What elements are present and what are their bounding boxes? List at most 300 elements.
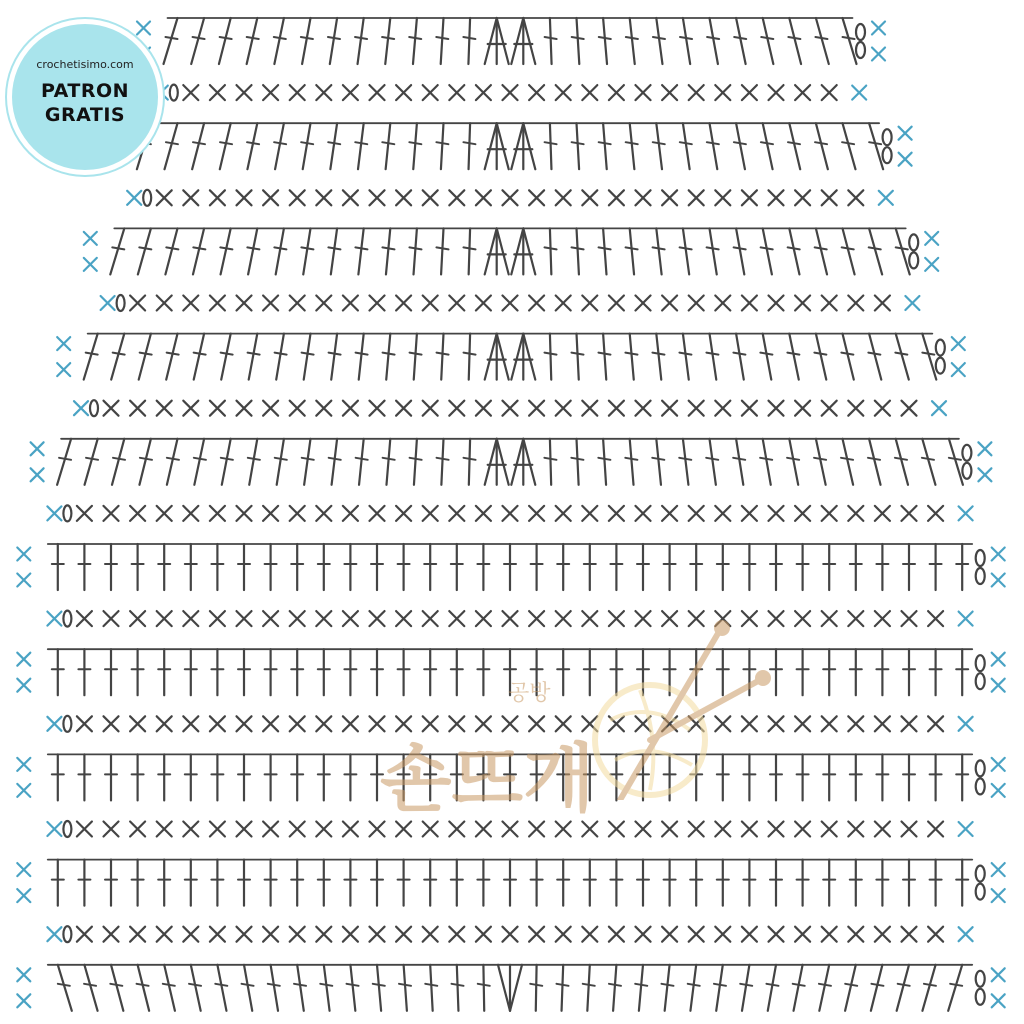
double-crochet-t [679,439,691,485]
double-crochet-t [572,228,584,274]
double-crochet-t [478,965,490,1011]
single-crochet-x [582,401,597,416]
chart-row [137,18,885,64]
double-crochet-t [733,439,745,485]
double-crochet-t [328,123,340,169]
double-crochet-t [463,123,475,169]
double-crochet-t [139,439,152,485]
double-crochet-t [191,18,204,64]
single-crochet-x [822,822,837,837]
single-crochet-x [183,927,198,942]
double-crochet-t [477,649,489,695]
double-crochet-t [664,544,676,590]
single-crochet-x [503,611,518,626]
double-crochet-t [734,123,746,169]
single-crochet-x [715,401,730,416]
double-crochet-t [948,965,962,1011]
single-crochet-x [423,716,438,731]
double-crochet-t [949,439,963,485]
single-crochet-x [902,822,917,837]
single-crochet-x [476,296,491,311]
double-crochet-t [787,334,799,380]
double-crochet-t [680,18,692,64]
double-crochet-t [132,754,144,800]
double-crochet-t [690,544,702,590]
double-crochet-t [166,334,178,380]
single-crochet-x [902,611,917,626]
single-crochet-x [210,190,225,205]
double-crochet-t [850,860,862,906]
single-crochet-x [104,506,119,521]
double-crochet-t [139,334,152,380]
double-crochet-t [868,334,881,380]
double-crochet-t [371,649,383,695]
double-crochet-t [956,860,968,906]
double-crochet-t [850,754,862,800]
turn-stitch-x [992,784,1005,797]
double-crochet-t [211,860,223,906]
double-crochet-t [248,334,260,380]
double-crochet-t [78,544,90,590]
double-crochet-t [409,123,421,169]
single-crochet-x [609,506,624,521]
double-crochet-t [344,754,356,800]
double-crochet-t [823,860,835,906]
double-crochet-t [876,649,888,695]
turn-stitch-x [47,717,61,731]
double-crochet-t [52,544,64,590]
single-crochet-x [556,716,571,731]
double-crochet-t [158,544,170,590]
double-crochet-t [761,18,773,64]
double-crochet-t [242,965,254,1011]
double-crochet-t [717,544,729,590]
single-crochet-x [742,506,757,521]
double-crochet-t [165,228,178,274]
single-crochet-x [609,190,624,205]
double-crochet-t [320,965,332,1011]
double-crochet-t [158,860,170,906]
double-crochet-t [437,334,449,380]
single-crochet-x [104,401,119,416]
double-crochet-t [788,228,800,274]
decrease-symbol [511,334,535,380]
double-crochet-t [185,754,197,800]
single-crochet-x [104,611,119,626]
single-crochet-x [875,716,890,731]
double-crochet-t [869,123,883,169]
double-crochet-t [743,649,755,695]
turn-stitch-x [31,468,44,481]
single-crochet-x [423,927,438,942]
double-crochet-t [247,18,259,64]
single-crochet-x [210,401,225,416]
double-crochet-t [584,754,596,800]
double-crochet-t [652,439,664,485]
single-crochet-x [582,611,597,626]
double-crochet-t [922,334,936,380]
single-crochet-x [157,506,172,521]
single-crochet-x [848,401,863,416]
turn-stitch-x [57,337,70,350]
single-crochet-x [636,85,651,100]
single-crochet-x [742,611,757,626]
single-crochet-x [822,506,837,521]
double-crochet-t [373,965,385,1011]
single-crochet-x [795,401,810,416]
turn-stitch-x [47,927,61,941]
double-crochet-t [930,544,942,590]
single-crochet-x [370,822,385,837]
double-crochet-t [819,965,831,1011]
single-crochet-x [582,190,597,205]
double-crochet-t [842,123,855,169]
turn-stitch-x [992,679,1005,692]
turn-stitch-x [959,506,973,520]
double-crochet-t [707,123,719,169]
single-crochet-x [449,506,464,521]
chart-row [57,334,965,380]
single-crochet-x [396,506,411,521]
single-crochet-x [370,85,385,100]
watermark-sub-text: 공방 [508,681,551,706]
single-crochet-x [769,296,784,311]
single-crochet-x [848,822,863,837]
single-crochet-x [529,190,544,205]
double-crochet-t [531,860,543,906]
single-crochet-x [343,85,358,100]
single-crochet-x [503,822,518,837]
double-crochet-t [477,754,489,800]
single-crochet-x [476,716,491,731]
turn-stitch-x [17,784,30,797]
turn-stitch-x [959,717,973,731]
double-crochet-t [814,439,826,485]
single-crochet-x [290,927,305,942]
single-crochet-x [503,296,518,311]
single-crochet-x [210,85,225,100]
double-crochet-t [301,123,313,169]
single-crochet-x [210,822,225,837]
double-crochet-t [344,544,356,590]
turn-stitch-x [905,296,919,310]
single-crochet-x [290,296,305,311]
single-crochet-x [715,506,730,521]
double-crochet-t [268,965,280,1011]
double-crochet-t [545,18,557,64]
double-crochet-t [625,439,637,485]
turn-stitch-x [17,889,30,902]
single-crochet-x [742,716,757,731]
double-crochet-t [211,649,223,695]
double-crochet-t [356,334,368,380]
single-crochet-x [529,506,544,521]
single-crochet-x [183,822,198,837]
single-crochet-x [928,927,943,942]
single-crochet-x [449,401,464,416]
double-crochet-t [137,965,150,1011]
badge-title-line1: PATRON [40,79,130,102]
double-crochet-t [869,228,882,274]
double-crochet-t [318,754,330,800]
single-crochet-x [210,296,225,311]
double-crochet-t [556,965,568,1011]
double-crochet-t [903,544,915,590]
double-crochet-t [545,228,557,274]
single-crochet-x [689,296,704,311]
decrease-symbol [485,18,509,64]
single-crochet-x [396,296,411,311]
single-crochet-x [130,506,145,521]
single-crochet-x [582,822,597,837]
single-crochet-x [636,716,651,731]
single-crochet-x [822,716,837,731]
single-crochet-x [609,401,624,416]
double-crochet-t [451,649,463,695]
single-crochet-x [210,927,225,942]
double-crochet-t [398,544,410,590]
turn-stitch-x [17,758,30,771]
single-crochet-x [875,401,890,416]
single-crochet-x [928,716,943,731]
single-crochet-x [290,822,305,837]
double-crochet-t [356,439,368,485]
double-crochet-t [868,439,881,485]
turn-stitch-x [925,232,938,245]
double-crochet-t [707,228,719,274]
double-crochet-t [956,754,968,800]
turn-stitch-x [47,822,61,836]
single-crochet-x [582,716,597,731]
double-crochet-t [815,18,828,64]
single-crochet-x [636,927,651,942]
double-crochet-t [557,754,569,800]
single-crochet-x [449,296,464,311]
single-crochet-x [210,716,225,731]
single-crochet-x [529,611,544,626]
double-crochet-t [610,860,622,906]
single-crochet-x [423,401,438,416]
turn-stitch-x [17,574,30,587]
single-crochet-x [77,927,92,942]
double-crochet-t [291,649,303,695]
single-crochet-x [662,296,677,311]
double-crochet-t [584,649,596,695]
single-crochet-x [769,85,784,100]
single-crochet-x [769,611,784,626]
turn-stitch-x [992,994,1005,1007]
double-crochet-t [626,123,638,169]
double-crochet-t [220,123,232,169]
double-crochet-t [58,965,72,1011]
single-crochet-x [343,296,358,311]
single-crochet-x [529,401,544,416]
single-crochet-x [503,506,518,521]
single-crochet-x [609,296,624,311]
double-crochet-t [424,649,436,695]
turn-stitch-x [978,442,991,455]
double-crochet-t [544,439,556,485]
single-crochet-x [529,85,544,100]
single-crochet-x [875,296,890,311]
double-crochet-t [221,334,233,380]
turn-stitch-x [959,612,973,626]
chart-row [17,965,1004,1011]
double-crochet-t [189,965,201,1011]
turn-stitch-x [872,48,885,61]
chart-row [101,295,920,311]
double-crochet-t [302,439,314,485]
decrease-symbol [485,123,509,169]
single-crochet-x [130,927,145,942]
single-crochet-x [290,401,305,416]
single-crochet-x [848,927,863,942]
double-crochet-t [451,754,463,800]
double-crochet-t [371,544,383,590]
single-crochet-x [263,296,278,311]
double-crochet-t [787,439,799,485]
decrease-symbol [485,334,509,380]
double-crochet-t [371,860,383,906]
turn-stitch-x [952,363,965,376]
single-crochet-x [237,822,252,837]
decrease-symbol [511,123,535,169]
single-crochet-x [582,927,597,942]
single-crochet-x [343,401,358,416]
single-crochet-x [609,716,624,731]
double-crochet-t [247,123,259,169]
double-crochet-t [57,439,71,485]
single-crochet-x [795,85,810,100]
double-crochet-t [436,18,448,64]
single-crochet-x [662,401,677,416]
double-crochet-t [610,754,622,800]
double-crochet-t [436,123,448,169]
single-crochet-x [370,611,385,626]
single-crochet-x [370,927,385,942]
chart-row [17,860,1004,906]
double-crochet-t [164,18,178,64]
double-crochet-t [815,228,827,274]
double-crochet-t [823,754,835,800]
double-crochet-t [876,860,888,906]
single-crochet-x [263,506,278,521]
double-crochet-t [138,228,151,274]
single-crochet-x [237,611,252,626]
double-crochet-t [793,965,805,1011]
double-crochet-t [504,544,516,590]
double-crochet-t [219,18,232,64]
single-crochet-x [157,611,172,626]
double-crochet-t [903,649,915,695]
single-crochet-x [902,506,917,521]
double-crochet-t [382,123,394,169]
turn-stitch-x [17,863,30,876]
double-crochet-t [265,649,277,695]
single-crochet-x [370,506,385,521]
double-crochet-t [584,544,596,590]
double-crochet-t [626,18,638,64]
single-crochet-x [130,296,145,311]
chart-row [47,505,972,521]
single-crochet-x [370,401,385,416]
double-crochet-t [424,544,436,590]
single-crochet-x [689,716,704,731]
double-crochet-t [318,649,330,695]
single-crochet-x [848,506,863,521]
single-crochet-x [263,401,278,416]
double-crochet-t [664,860,676,906]
single-crochet-x [263,190,278,205]
increase-symbol [498,965,522,1011]
single-crochet-x [822,611,837,626]
double-crochet-t [679,334,691,380]
single-crochet-x [503,401,518,416]
double-crochet-t [84,334,98,380]
double-crochet-t [903,754,915,800]
watermark-brand-text: 손뜨개 [380,736,595,822]
single-crochet-x [263,85,278,100]
double-crochet-t [318,544,330,590]
turn-stitch-x [992,968,1005,981]
turn-stitch-x [992,653,1005,666]
single-crochet-x [689,190,704,205]
double-crochet-t [599,18,611,64]
double-crochet-t [452,965,464,1011]
single-crochet-x [769,716,784,731]
single-crochet-x [476,85,491,100]
double-crochet-t [815,123,828,169]
turn-stitch-x [925,258,938,271]
single-crochet-x [316,401,331,416]
double-crochet-t [265,544,277,590]
double-crochet-t [274,18,286,64]
single-crochet-x [423,822,438,837]
double-crochet-t [922,965,936,1011]
double-crochet-t [437,439,449,485]
double-crochet-t [211,544,223,590]
single-crochet-x [77,506,92,521]
double-crochet-t [531,649,543,695]
single-crochet-x [848,716,863,731]
double-crochet-t [329,334,341,380]
single-crochet-x [556,611,571,626]
double-crochet-t [185,649,197,695]
double-crochet-t [876,754,888,800]
double-crochet-t [572,123,584,169]
single-crochet-x [795,190,810,205]
double-crochet-t [424,860,436,906]
single-crochet-x [183,716,198,731]
double-crochet-t [895,439,908,485]
single-crochet-x [423,506,438,521]
double-crochet-t [956,544,968,590]
chart-row [74,400,946,416]
double-crochet-t [583,965,595,1011]
single-crochet-x [875,506,890,521]
turn-stitch-x [137,22,150,35]
double-crochet-t [294,965,306,1011]
decrease-symbol [485,228,509,274]
patron-gratis-badge[interactable] [12,24,158,170]
double-crochet-t [275,439,287,485]
single-crochet-x [476,611,491,626]
turn-stitch-x [17,548,30,561]
double-crochet-t [504,649,516,695]
double-crochet-t [347,965,359,1011]
double-crochet-t [371,754,383,800]
single-crochet-x [742,401,757,416]
